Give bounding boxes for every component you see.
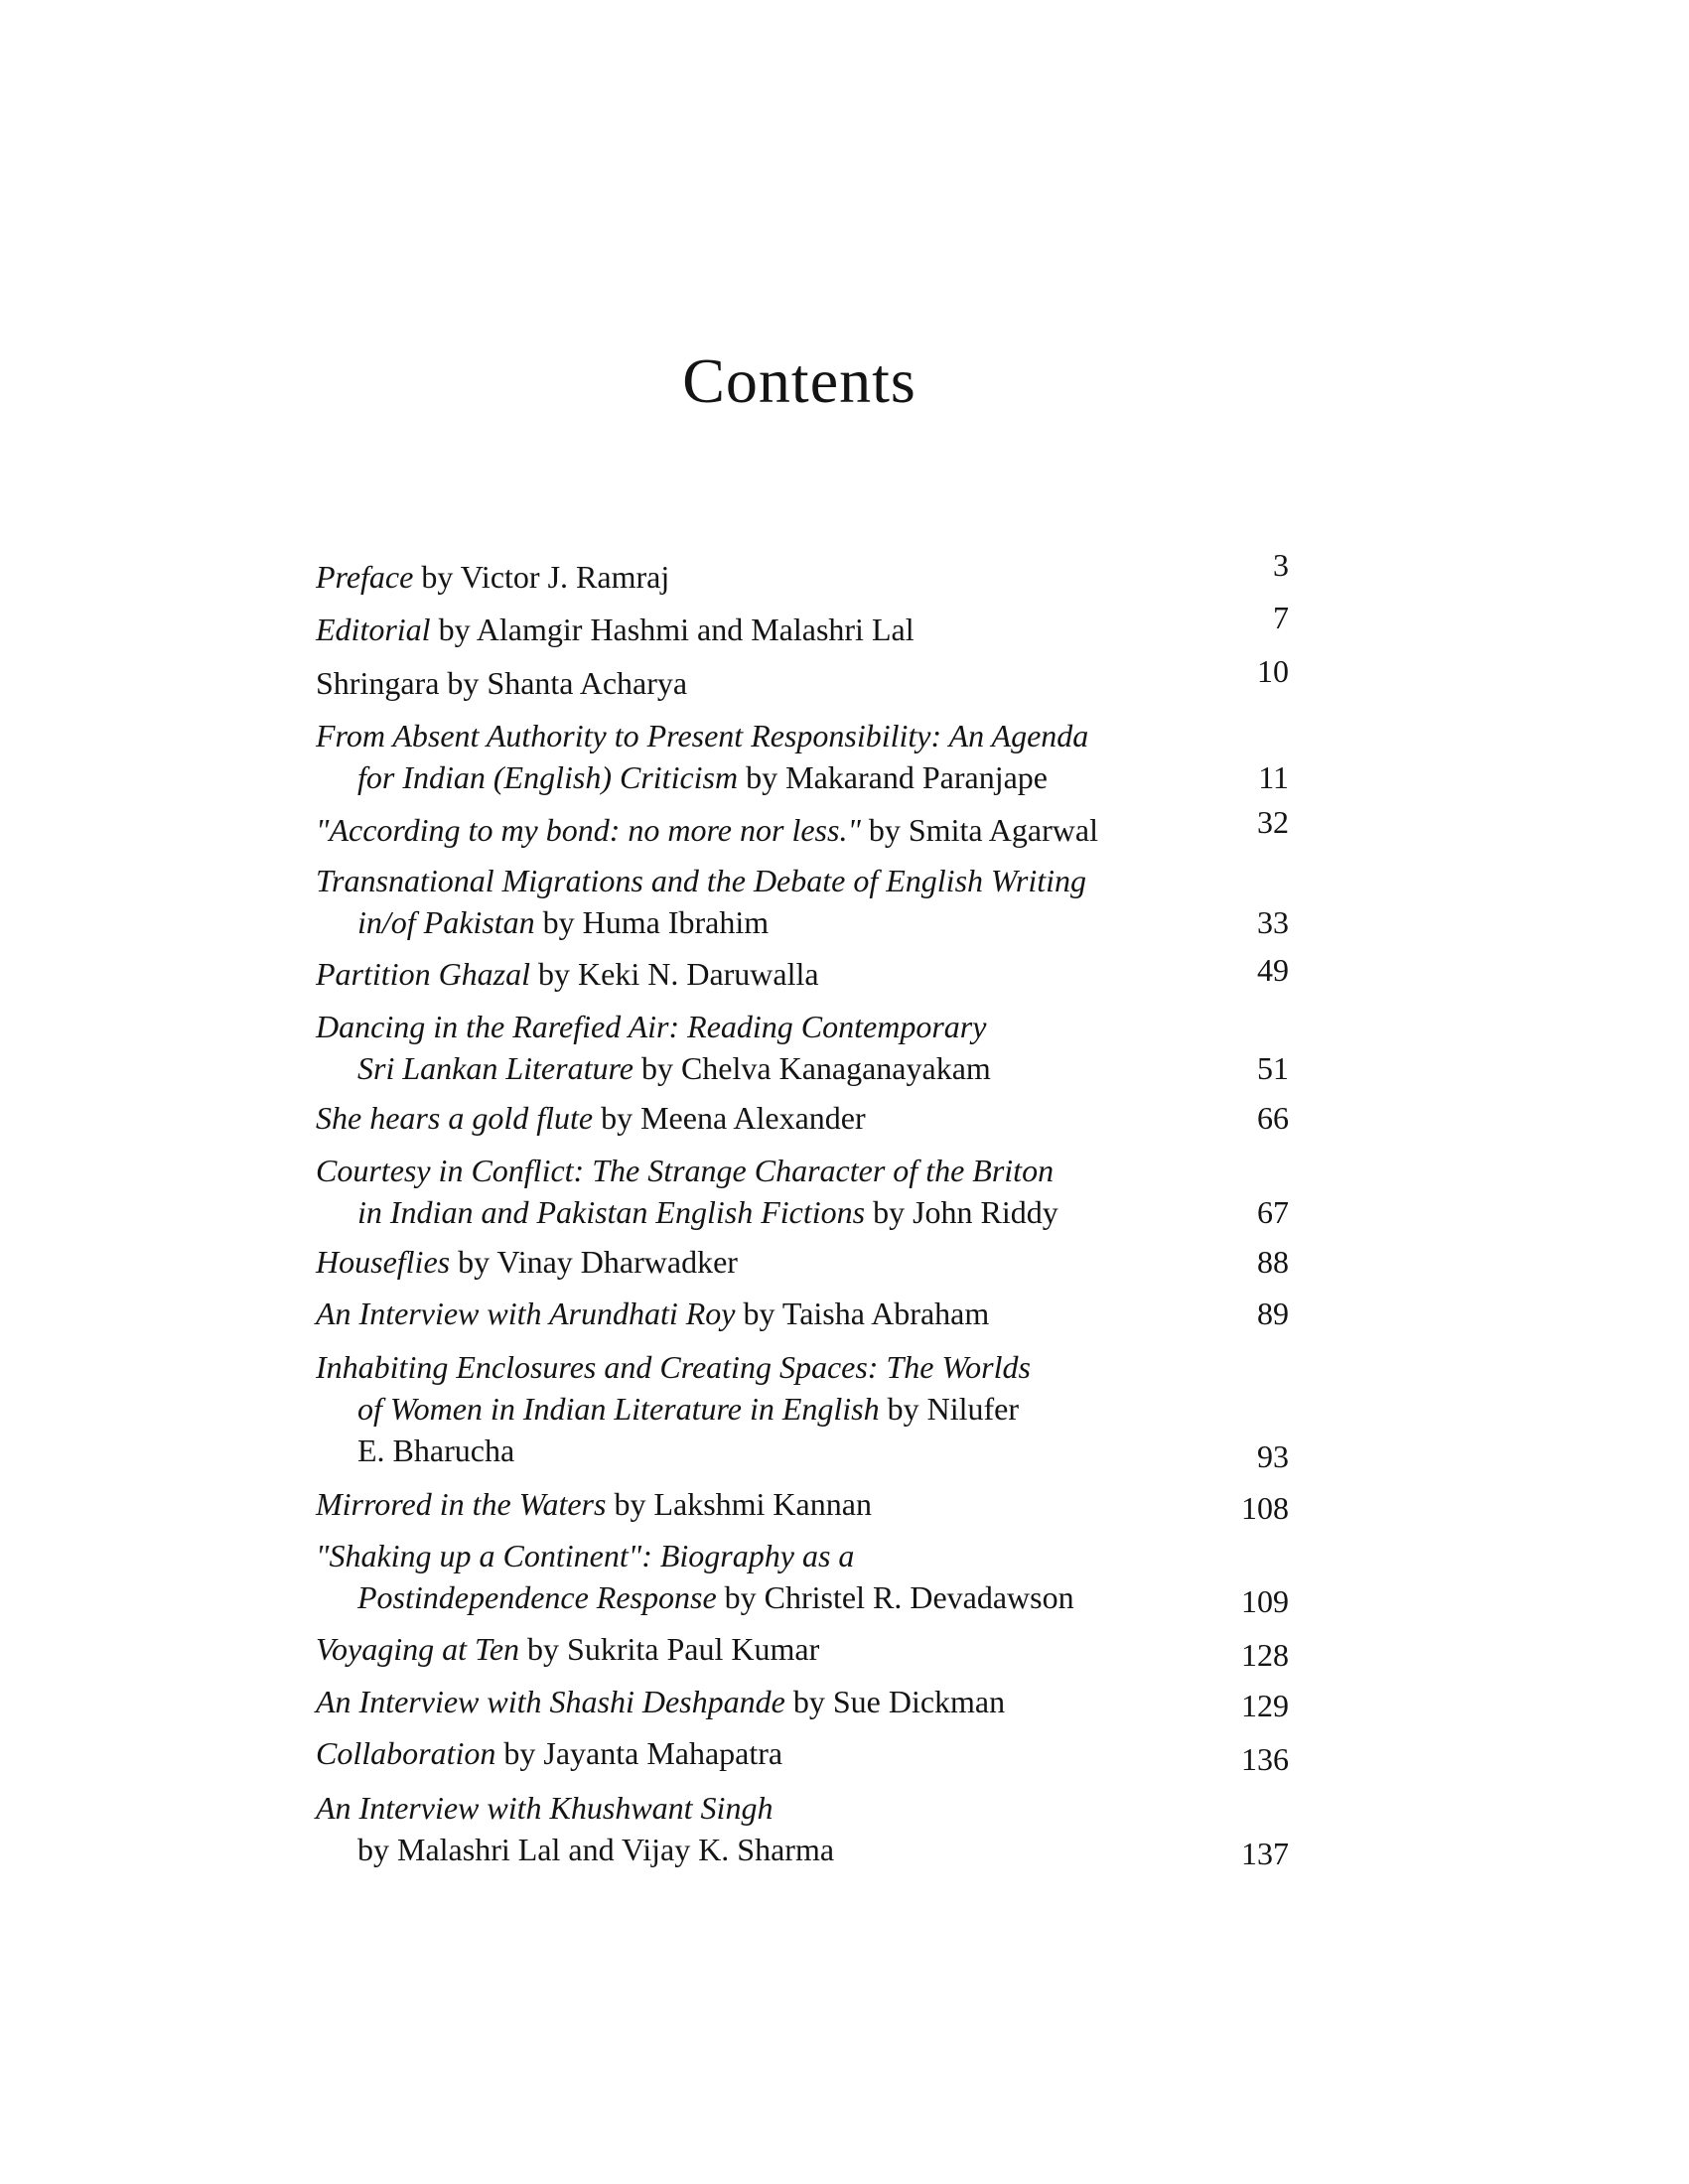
toc-entry-absent-authority: [316, 715, 1289, 798]
entry-page-number: 128: [1241, 1637, 1289, 1673]
entry-page-number: 49: [1257, 952, 1289, 988]
toc-entry-mirrored-waters: [316, 1483, 1289, 1525]
entry-author: by Smita Agarwal: [860, 812, 1098, 848]
toc-entry-transnational-migrations: [316, 860, 1289, 943]
entry-author: Shringara by Shanta Acharya: [316, 665, 688, 701]
toc-entry-houseflies: [316, 1241, 1289, 1283]
entry-title: An Interview with Arundhati Roy: [316, 1296, 736, 1331]
entry-title-continued: of Women in Indian Literature in English: [357, 1391, 880, 1427]
entry-title: She hears a gold flute: [316, 1100, 594, 1136]
toc-entry-inhabiting-enclosures: [316, 1346, 1289, 1474]
entry-page-number: 51: [1257, 1050, 1289, 1086]
entry-author: by Huma Ibrahim: [534, 904, 770, 940]
entry-title: Collaboration: [316, 1735, 496, 1771]
entry-page-number: 88: [1257, 1244, 1289, 1280]
entry-title: Editorial: [316, 612, 431, 647]
entry-title-continued: for Indian (English) Criticism: [357, 759, 739, 795]
entry-author: by Vinay Dharwadker: [450, 1244, 738, 1280]
entry-title: An Interview with Shashi Deshpande: [316, 1684, 785, 1719]
toc-entry-shringara: [316, 653, 1289, 704]
entry-title: Transnational Migrations and the Debate of English Writing: [316, 863, 1087, 898]
entry-title: Inhabiting Enclosures and Creating Spaces: The Worlds: [316, 1349, 1031, 1385]
toc-entry-gold-flute: [316, 1097, 1289, 1139]
entry-author: by Christel R. Devadawson: [716, 1579, 1074, 1615]
toc-entry-interview-khushwant-singh: [316, 1787, 1289, 1870]
entry-author: by Taisha Abraham: [735, 1296, 990, 1331]
entry-title-continued: Postindependence Response: [357, 1579, 717, 1615]
entry-author: by Victor J. Ramraj: [413, 559, 670, 595]
entry-page-number: 109: [1241, 1583, 1289, 1619]
toc-entry-interview-shashi-deshpande: [316, 1681, 1289, 1722]
entry-title: An Interview with Khushwant Singh: [316, 1790, 774, 1826]
entry-page-number: 32: [1257, 804, 1289, 840]
entry-title: Mirrored in the Waters: [316, 1486, 607, 1522]
entry-author: by Sukrita Paul Kumar: [519, 1631, 820, 1667]
entry-page-number: 137: [1241, 1836, 1289, 1871]
entry-title: Houseflies: [316, 1244, 451, 1280]
entry-title: Courtesy in Conflict: The Strange Character of the Briton: [316, 1153, 1055, 1188]
entry-title-continued: in Indian and Pakistan English Fictions: [357, 1194, 866, 1230]
entry-title: "Shaking up a Continent": Biography as a: [316, 1538, 855, 1573]
entry-author: by Alamgir Hashmi and Malashri Lal: [430, 612, 915, 647]
entry-author: by Jayanta Mahapatra: [495, 1735, 783, 1771]
toc-entry-partition-ghazal: [316, 953, 1289, 995]
toc-entry-dancing-rarefied-air: [316, 1006, 1289, 1089]
entry-title: Voyaging at Ten: [316, 1631, 520, 1667]
page-title: Contents: [682, 345, 916, 416]
entry-title: "According to my bond: no more nor less.": [316, 812, 861, 848]
toc-entry-editorial: [316, 600, 1289, 650]
toc-entry-collaboration: [316, 1732, 1289, 1777]
entry-page-number: 89: [1257, 1296, 1289, 1331]
entry-author: by Nilufer: [879, 1391, 1020, 1427]
entry-page-number: 66: [1257, 1100, 1289, 1136]
entry-title: From Absent Authority to Present Responsibility: An Agenda: [316, 718, 1089, 753]
entry-author: by Keki N. Daruwalla: [530, 956, 819, 992]
toc-entry-shaking-up-continent: [316, 1535, 1289, 1618]
entry-title: Preface: [316, 559, 414, 595]
entry-title-continued: in/of Pakistan: [357, 904, 535, 940]
toc-entry-courtesy-in-conflict: [316, 1150, 1289, 1233]
entry-page-number: 129: [1241, 1688, 1289, 1723]
entry-author: by Lakshmi Kannan: [606, 1486, 872, 1522]
entry-author-continued: by Malashri Lal and Vijay K. Sharma: [357, 1832, 835, 1867]
entry-page-number: 11: [1258, 759, 1289, 795]
toc-entry-preface: [316, 547, 1289, 598]
toc-entry-interview-arundhati-roy: [316, 1293, 1289, 1334]
entry-page-number: 10: [1257, 653, 1289, 689]
entry-page-number: 3: [1273, 547, 1289, 583]
entry-page-number: 108: [1241, 1490, 1289, 1526]
toc-entry-according-to-my-bond: [316, 804, 1289, 851]
entry-author: by Chelva Kanaganayakam: [633, 1050, 991, 1086]
entry-page-number: 7: [1273, 600, 1289, 635]
toc-entry-voyaging-at-ten: [316, 1628, 1289, 1673]
entry-title: Dancing in the Rarefied Air: Reading Contemporary: [316, 1009, 987, 1044]
entry-page-number: 136: [1241, 1741, 1289, 1777]
entry-page-number: 93: [1257, 1438, 1289, 1474]
entry-title-continued: Sri Lankan Literature: [357, 1050, 633, 1086]
entry-page-number: 67: [1257, 1194, 1289, 1230]
entry-author: by Meena Alexander: [593, 1100, 866, 1136]
entry-author: by Makarand Paranjape: [738, 759, 1048, 795]
entry-page-number: 33: [1257, 904, 1289, 940]
entry-author: by John Riddy: [865, 1194, 1058, 1230]
entry-title: Partition Ghazal: [316, 956, 531, 992]
entry-author-continued: E. Bharucha: [357, 1433, 515, 1468]
entry-author: by Sue Dickman: [784, 1684, 1006, 1719]
